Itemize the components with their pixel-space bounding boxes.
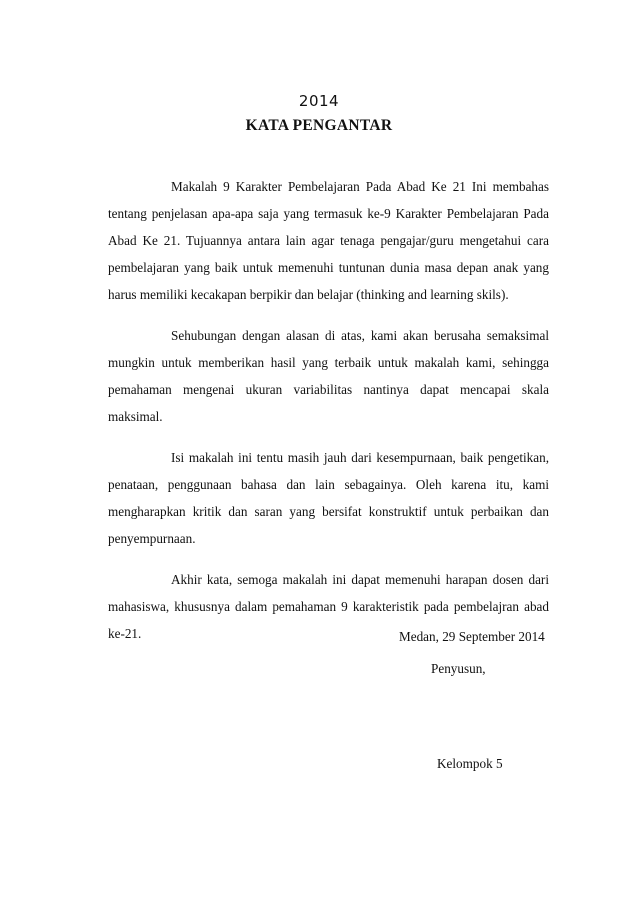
paragraph-closing: Akhir kata, semoga makalah ini dapat memenuhi harapan dosen dari mahasiswa, khususnya dalam pemahaman 9 karakteristik pada pembelajran abad ke-21. [108, 572, 549, 641]
compiler-label: Penyusun, [431, 661, 486, 676]
paragraph-intro: Makalah 9 Karakter Pembelajaran Pada Abad Ke 21 Ini membahas tentang penjelasan apa-apa saja yang termasuk ke-9 Karakter Pembelajaran Pada Abad Ke 21. Tujuannya antara lain agar tenaga pengajar/guru mengetahui cara pembelajaran yang baik untuk memenuhi tuntunan dunia masa depan anak yang harus memiliki kecakapan berpikir dan belajar (thinking and learning skils). [108, 179, 549, 302]
paragraph-effort: Sehubungan dengan alasan di atas, kami akan berusaha semaksimal mungkin untuk memberikan hasil yang terbaik untuk makalah kami, sehingga pemahaman mengenai ukuran variabilitas nantinya dapat mencapai skala maksimal. [108, 328, 549, 424]
page-title: KATA PENGANTAR [245, 117, 393, 134]
place-date: Medan, 29 September 2014 [399, 629, 545, 644]
document-year: 2014 [298, 92, 340, 110]
document-body [108, 173, 549, 661]
paragraph-limitations: Isi makalah ini tentu masih jauh dari kesempurnaan, baik pengetikan, penataan, penggunaan bahasa dan lain sebagainya. Oleh karena itu, kami mengharapkan kritik dan saran yang bersifat konstruktif untuk perbaikan dan penyempurnaan. [108, 450, 549, 546]
group-name: Kelompok 5 [437, 756, 503, 771]
